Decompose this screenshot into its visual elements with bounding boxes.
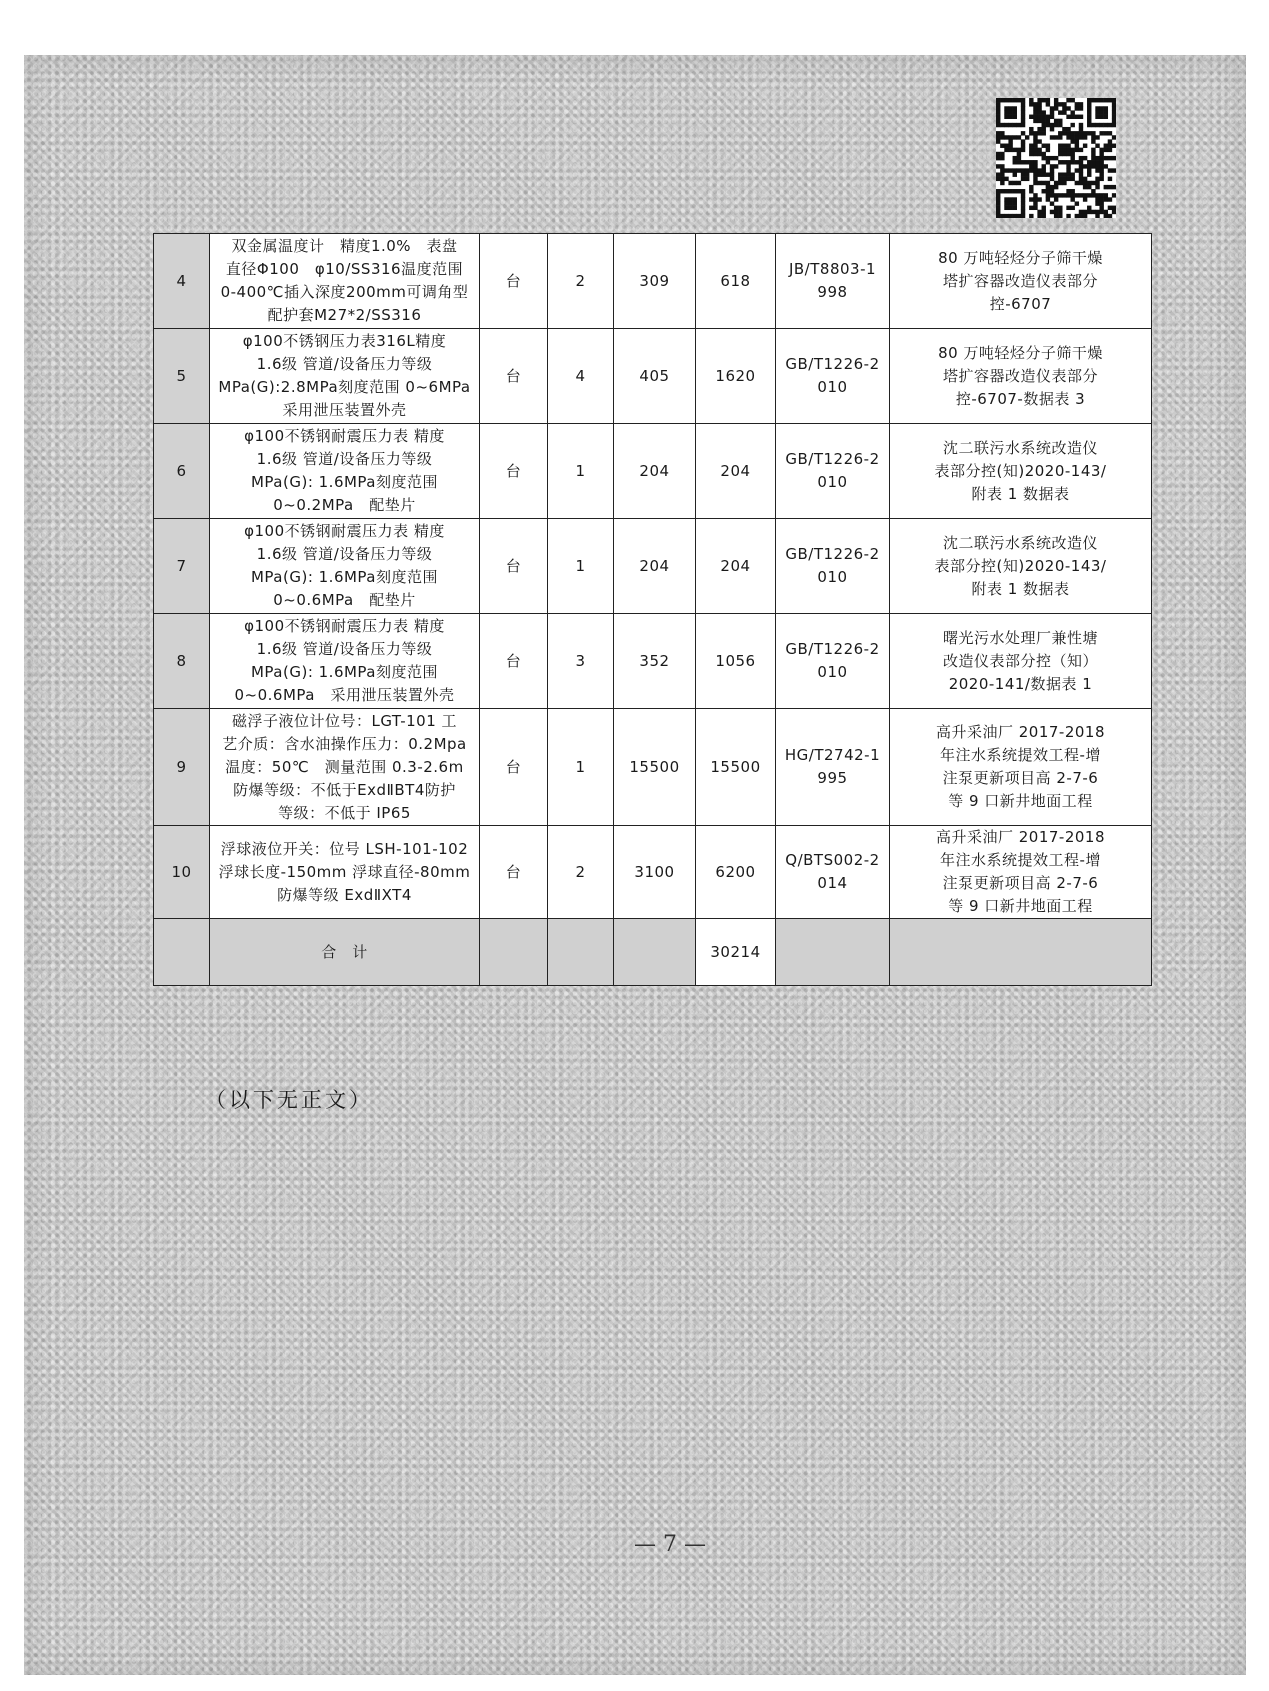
- item-description-line: MPa(G):2.8MPa刻度范围 0~6MPa: [218, 378, 471, 396]
- item-source-note: [890, 826, 1152, 919]
- item-source-note-line: 塔扩容器改造仪表部分: [942, 366, 1098, 385]
- item-description: [210, 614, 480, 709]
- item-description-line: 浮球液位开关：位号 LSH-101-102: [220, 839, 469, 858]
- item-standard-line: HG/T2742-1: [784, 746, 881, 764]
- table-row: [154, 826, 1152, 919]
- row-number: 4: [154, 234, 210, 329]
- item-source-note-line: 曙光污水处理厂兼性塘: [942, 628, 1098, 647]
- item-description-line: 磁浮子液位计位号：LGT-101 工: [231, 711, 458, 730]
- item-source-note-line: 控-6707: [989, 294, 1052, 313]
- item-description-line: φ100不锈钢耐震压力表 精度: [244, 522, 445, 540]
- item-amount: 1620: [696, 329, 776, 424]
- item-description: [210, 709, 480, 826]
- item-description-line: φ100不锈钢压力表316L精度: [242, 332, 447, 350]
- page-number: — 7 —: [634, 1532, 706, 1557]
- item-description-line: 0~0.2MPa 配垫片: [273, 496, 416, 514]
- item-amount: 204: [696, 424, 776, 519]
- table-row: [154, 519, 1152, 614]
- item-unit-price: 3100: [614, 826, 696, 919]
- item-quantity: 4: [548, 329, 614, 424]
- table-row: [154, 329, 1152, 424]
- item-standard-line: 995: [817, 769, 848, 787]
- item-source-note: [890, 424, 1152, 519]
- item-source-note: [890, 234, 1152, 329]
- item-description-line: 艺介质：含水油操作压力：0.2Mpa: [222, 734, 467, 753]
- total-blank-price: [614, 919, 696, 986]
- item-source-note-line: 附表 1 数据表: [971, 484, 1070, 503]
- item-standard-line: 014: [817, 874, 848, 892]
- item-description-line: 温度：50℃ 测量范围 0.3-2.6m: [225, 757, 464, 776]
- footer-note: （以下无正文）: [205, 1088, 373, 1112]
- item-description-line: 0~0.6MPa 配垫片: [273, 591, 416, 609]
- item-description-line: 采用泄压装置外壳: [282, 401, 407, 419]
- table-row: [154, 709, 1152, 826]
- item-source-note-line: 表部分控(知)2020-143/: [934, 461, 1107, 480]
- table-row: [154, 614, 1152, 709]
- item-source-note-line: 等 9 口新井地面工程: [948, 897, 1093, 915]
- item-amount: 1056: [696, 614, 776, 709]
- item-standard-line: Q/BTS002-2: [785, 851, 880, 869]
- item-description-line: MPa(G): 1.6MPa刻度范围: [250, 568, 438, 586]
- total-label: 合 计: [210, 919, 480, 986]
- item-standard-line: GB/T1226-2: [785, 545, 880, 563]
- item-description-line: 1.6级 管道/设备压力等级: [256, 545, 433, 563]
- row-number: 10: [154, 826, 210, 919]
- item-unit-price: 405: [614, 329, 696, 424]
- item-description-line: 0~0.6MPa 采用泄压装置外壳: [234, 686, 455, 704]
- item-description: [210, 519, 480, 614]
- qr-code-icon: [996, 98, 1116, 218]
- item-standard-line: GB/T1226-2: [785, 640, 880, 658]
- total-blank-qty: [548, 919, 614, 986]
- item-quantity: 1: [548, 709, 614, 826]
- item-source-note: [890, 614, 1152, 709]
- item-standard-line: 010: [817, 378, 848, 396]
- item-source-note-line: 改造仪表部分控（知）: [942, 651, 1098, 670]
- item-source-note-line: 80 万吨轻烃分子筛干燥: [938, 248, 1103, 267]
- item-standard: [776, 329, 890, 424]
- row-number: 8: [154, 614, 210, 709]
- item-standard-line: 010: [817, 568, 848, 586]
- item-description-line: 双金属温度计 精度1.0% 表盘: [231, 237, 458, 255]
- item-unit: 台: [480, 709, 548, 826]
- item-standard-line: JB/T8803-1: [788, 260, 877, 278]
- item-unit: 台: [480, 329, 548, 424]
- item-description-line: 防爆等级 ExdⅡXT4: [277, 885, 412, 904]
- item-unit: 台: [480, 234, 548, 329]
- table-row: [154, 234, 1152, 329]
- item-source-note-line: 高升采油厂 2017-2018: [935, 723, 1106, 741]
- item-description-line: 防爆等级：不低于ExdⅡBT4防护: [233, 780, 456, 799]
- item-amount: 15500: [696, 709, 776, 826]
- item-quantity: 2: [548, 234, 614, 329]
- item-amount: 6200: [696, 826, 776, 919]
- total-row: [154, 919, 1152, 986]
- item-description: [210, 234, 480, 329]
- item-quantity: 1: [548, 519, 614, 614]
- item-unit: 台: [480, 826, 548, 919]
- item-source-note-line: 等 9 口新井地面工程: [948, 792, 1093, 810]
- item-source-note-line: 塔扩容器改造仪表部分: [942, 271, 1098, 290]
- item-source-note-line: 注泵更新项目高 2-7-6: [942, 769, 1099, 787]
- item-unit-price: 309: [614, 234, 696, 329]
- item-quantity: 3: [548, 614, 614, 709]
- item-source-note-line: 表部分控(知)2020-143/: [934, 556, 1107, 575]
- item-quantity: 2: [548, 826, 614, 919]
- item-source-note: [890, 329, 1152, 424]
- total-blank-no: [154, 919, 210, 986]
- item-source-note-line: 注泵更新项目高 2-7-6: [942, 874, 1099, 892]
- item-standard: [776, 424, 890, 519]
- item-source-note-line: 沈二联污水系统改造仪: [942, 438, 1098, 457]
- item-amount: 618: [696, 234, 776, 329]
- total-blank-unit: [480, 919, 548, 986]
- item-standard-line: 010: [817, 473, 848, 491]
- item-amount: 204: [696, 519, 776, 614]
- item-standard-line: 998: [817, 283, 848, 301]
- item-source-note-line: 沈二联污水系统改造仪: [942, 533, 1098, 552]
- item-unit: 台: [480, 614, 548, 709]
- item-standard: [776, 709, 890, 826]
- item-standard: [776, 614, 890, 709]
- item-quantity: 1: [548, 424, 614, 519]
- item-unit: 台: [480, 424, 548, 519]
- table-row: [154, 424, 1152, 519]
- item-unit-price: 204: [614, 424, 696, 519]
- total-blank-note: [890, 919, 1152, 986]
- item-source-note-line: 控-6707-数据表 3: [955, 389, 1086, 408]
- item-description-line: 1.6级 管道/设备压力等级: [256, 640, 433, 658]
- total-amount: 30214: [696, 919, 776, 986]
- item-unit-price: 15500: [614, 709, 696, 826]
- item-source-note: [890, 519, 1152, 614]
- total-blank-standard: [776, 919, 890, 986]
- item-standard: [776, 826, 890, 919]
- item-description-line: 直径Φ100 φ10/SS316温度范围: [225, 260, 464, 278]
- item-description-line: 等级：不低于 IP65: [278, 803, 411, 822]
- item-standard: [776, 234, 890, 329]
- item-source-note: [890, 709, 1152, 826]
- item-source-note-line: 年注水系统提效工程-增: [940, 851, 1101, 869]
- item-unit: 台: [480, 519, 548, 614]
- item-unit-price: 352: [614, 614, 696, 709]
- item-description-line: MPa(G): 1.6MPa刻度范围: [250, 663, 438, 681]
- row-number: 9: [154, 709, 210, 826]
- row-number: 5: [154, 329, 210, 424]
- equipment-table: [153, 233, 1152, 986]
- item-description-line: 0-400℃插入深度200mm可调角型: [220, 283, 469, 301]
- row-number: 7: [154, 519, 210, 614]
- item-standard-line: GB/T1226-2: [785, 450, 880, 468]
- item-description-line: 浮球长度-150mm 浮球直径-80mm: [218, 862, 471, 881]
- item-description: [210, 424, 480, 519]
- item-description: [210, 329, 480, 424]
- item-description-line: φ100不锈钢耐震压力表 精度: [244, 617, 445, 635]
- item-standard-line: GB/T1226-2: [785, 355, 880, 373]
- row-number: 6: [154, 424, 210, 519]
- item-source-note-line: 附表 1 数据表: [971, 579, 1070, 598]
- item-description: [210, 826, 480, 919]
- item-source-note-line: 2020-141/数据表 1: [948, 674, 1093, 693]
- item-description-line: MPa(G): 1.6MPa刻度范围: [250, 473, 438, 491]
- item-source-note-line: 年注水系统提效工程-增: [940, 746, 1101, 764]
- item-standard: [776, 519, 890, 614]
- item-description-line: 配护套M27*2/SS316: [267, 306, 422, 324]
- item-standard-line: 010: [817, 663, 848, 681]
- item-description-line: φ100不锈钢耐震压力表 精度: [244, 427, 445, 445]
- item-source-note-line: 高升采油厂 2017-2018: [935, 828, 1106, 846]
- item-description-line: 1.6级 管道/设备压力等级: [256, 450, 433, 468]
- item-unit-price: 204: [614, 519, 696, 614]
- item-source-note-line: 80 万吨轻烃分子筛干燥: [938, 343, 1103, 362]
- item-description-line: 1.6级 管道/设备压力等级: [256, 355, 433, 373]
